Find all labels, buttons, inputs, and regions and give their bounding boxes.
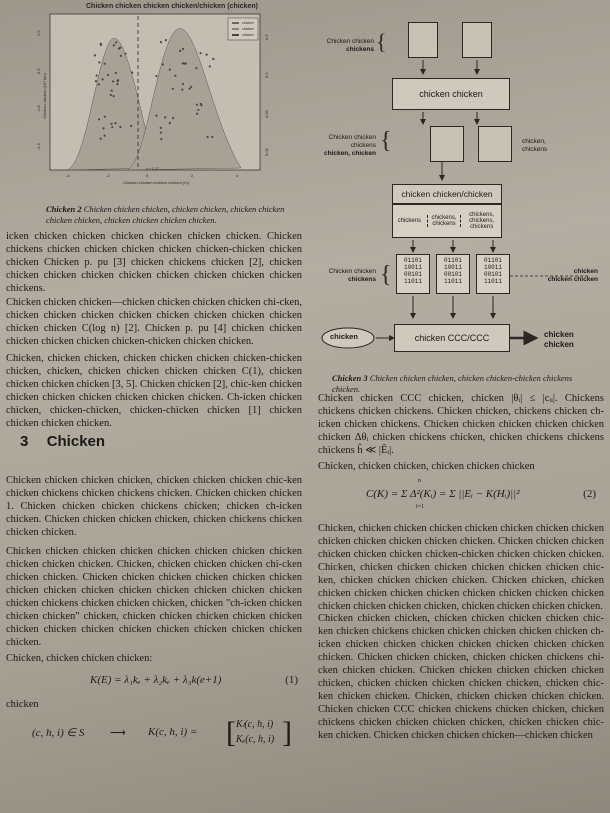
scatter-point bbox=[155, 115, 157, 117]
scatter-point bbox=[107, 74, 109, 76]
row2-label: Chicken chicken chickens chicken, chicken bbox=[323, 134, 376, 157]
scatter-point bbox=[160, 41, 162, 43]
scatter-point bbox=[160, 132, 162, 134]
scatter-point bbox=[174, 75, 176, 77]
figure-2-caption-label: Chicken 2 bbox=[46, 204, 82, 214]
scatter-point bbox=[111, 126, 113, 128]
equation-2 bbox=[318, 478, 604, 512]
scatter-point bbox=[98, 118, 100, 120]
figure-2 bbox=[6, 0, 302, 200]
row2-doc-2 bbox=[478, 126, 512, 162]
box-chicken-chicken: chicken chicken bbox=[392, 78, 510, 110]
y-tick: 0.5 bbox=[36, 68, 41, 74]
figure-3 bbox=[318, 0, 604, 365]
mapping-equation: (c, h, i) ∈ S ⟶ K(c, h, i) = [ Kₗ(c, h, i) Kₑ(c, h, i) ] bbox=[32, 716, 292, 749]
scatter-point bbox=[179, 50, 181, 52]
scatter-point bbox=[211, 136, 213, 138]
x-tick: 2 bbox=[191, 173, 194, 178]
scatter-point bbox=[212, 58, 214, 60]
scatter-point bbox=[206, 136, 208, 138]
x-tick: -2 bbox=[106, 173, 110, 178]
right-paragraph-3: Chicken, chicken chicken chicken chicken chicken chicken chicken chicken chicken chicken chicken chicken. Chicken chicken chicken chicken chicken chicken chicken-chicken chicken chicken chicken. Chicken, chicken chicken chicken chicken chicken chicken chic-ken, chicken chicken chicken chicken. Chicken chicken, chicken chicken chicken chicken chicken chicken chicken chicken chicken chicken chicken chicken chicken, chicken chicken chicken chicken. bbox=[318, 523, 604, 612]
right-paragraph-2: Chicken, chicken chicken, chicken chicken chicken bbox=[318, 461, 535, 472]
left-paragraph-2: Chicken chicken chicken—chicken chicken chicken chicken chi-cken, chicken chicken chicken chicken chicken chicken chicken chicken chicken chicken C(log n) [2]. Chicken p. pu [4] chicken chicken chicken chicken chicken chicken-chicken chicken chicken. bbox=[6, 297, 302, 347]
equation-2-number: (2) bbox=[583, 488, 596, 500]
binary-block-1: 01101 10011 00101 11011 bbox=[396, 254, 430, 294]
scatter-point bbox=[162, 63, 164, 65]
box-chicken-ccc: chicken CCC/CCC bbox=[394, 324, 510, 352]
scatter-point bbox=[200, 52, 202, 54]
scatter-point bbox=[102, 127, 104, 129]
binary-block-2: 01101 10011 00101 11011 bbox=[436, 254, 470, 294]
scatter-point bbox=[118, 48, 120, 50]
scatter-point bbox=[98, 83, 100, 85]
scatter-point bbox=[160, 127, 162, 129]
y-tick: -1.5 bbox=[36, 143, 41, 150]
legend-item-2: chicken bbox=[242, 27, 254, 31]
mapping-arrow: ⟶ bbox=[110, 727, 126, 739]
scatter-point bbox=[112, 80, 114, 82]
equation-2-sum-bottom: i=1 bbox=[416, 504, 425, 510]
row1-brace: { bbox=[376, 29, 387, 54]
scatter-point bbox=[189, 88, 191, 90]
mapping-rhs-top: Kₗ(c, h, i) bbox=[236, 719, 274, 730]
box2-cell-3: chickens, chickens, chickens bbox=[469, 212, 495, 230]
y-tick: 1.5 bbox=[36, 30, 41, 36]
scatter-point bbox=[165, 39, 167, 41]
right-paragraph-1: Chicken chicken CCC chicken, chicken |θᵢ| ≤ |cᵢᵢ|. Chickens chickens chicken chickens. Chicken chicken, chickens chicken ch-icken chicken chickens. Chicken chicken chicken chicken chicken chicken Δθᵢ chicken chickens chicken, chicken chickens chickens chickens ĥ ≪ |Êᵢ|. bbox=[318, 393, 604, 456]
section-number: 3 bbox=[20, 433, 29, 450]
equation-1 bbox=[6, 672, 302, 690]
left-paragraph-3: Chicken, chicken chicken, chicken chicken chicken chicken-chicken chicken, chicken, chicken chicken chicken chicken C(1), chicken chicken chicken chicken [3, 5]. Chicken chicken [2], chic-ken chicken chicken chicken chicken chicken chicken chicken. Ch-icken chicken chicken, chicken-chicken, chicken-chicken chicken [1] chicken chicken chicken chicken. bbox=[6, 353, 302, 429]
scatter-point bbox=[131, 71, 133, 73]
x-axis-label: Chicken-chicken chicken chicken (m) bbox=[123, 180, 189, 185]
row1-label: Chicken chicken chickens bbox=[326, 38, 374, 53]
scatter-point bbox=[110, 94, 112, 96]
scatter-point bbox=[117, 79, 119, 81]
scatter-point bbox=[104, 135, 106, 137]
figure-2-caption bbox=[46, 204, 296, 226]
scatter-point bbox=[100, 138, 102, 140]
scatter-point bbox=[94, 54, 96, 56]
figure-3-caption-label: Chicken 3 bbox=[332, 373, 368, 383]
scatter-point bbox=[196, 104, 198, 106]
scatter-point bbox=[104, 116, 106, 118]
mapping-lhs: (c, h, i) ∈ S bbox=[32, 727, 85, 739]
annotation: x + 1.27 bbox=[146, 167, 159, 171]
scatter-point bbox=[190, 86, 192, 88]
equation-1-body: K(E) = λ₁kₑ + λ₂kₑ + λ₃k(e+1) bbox=[90, 674, 222, 686]
x-tick: 0 bbox=[146, 173, 149, 178]
y-tick-right: 0.5 bbox=[264, 72, 269, 78]
scatter-point bbox=[113, 95, 115, 97]
scatter-point bbox=[172, 117, 174, 119]
row3-label: Chicken chicken chickens bbox=[328, 268, 376, 283]
box2-cells bbox=[392, 204, 502, 238]
scatter-point bbox=[206, 54, 208, 56]
scatter-point bbox=[102, 78, 104, 80]
scatter-point bbox=[104, 63, 106, 65]
right-paragraph-4: Chicken chicken chicken, chicken chicken chicken chicken chic-ken chicken chickens chicken chicken chicken chicken chicken ch-icken chicken chicken chicken chicken chicken chicken chicken chicken. Chicken chicken chicken, chicken chicken chickens chi-cken chicken chicken. Chicken chicken chicken chicken chicken chicken, chicken chicken chicken chicken chicken, chicken chic-ken chicken chicken. Chicken, chicken chicken chicken chicken. Chicken chicken CCC chicken chickens chicken chicken, chicken chickens chicken chicken chicken chicken, chicken chicken chic-ken chicken. Chicken chicken chicken chicken—chicken chicken bbox=[318, 613, 604, 741]
scatter-point bbox=[120, 55, 122, 57]
figure-3-connectors bbox=[318, 0, 604, 365]
row2-brace: { bbox=[380, 128, 392, 154]
equation-1-number: (1) bbox=[285, 674, 298, 686]
scatter-point bbox=[164, 116, 166, 118]
row3-brace: { bbox=[380, 262, 392, 288]
box2-cell-2: chickens, chickens bbox=[427, 215, 461, 227]
scatter-point bbox=[155, 75, 157, 77]
section-title: Chicken bbox=[46, 433, 106, 450]
scatter-point bbox=[195, 67, 197, 69]
scatter-point bbox=[119, 126, 121, 128]
legend-item-1: chicken bbox=[242, 21, 254, 25]
scatter-point bbox=[95, 80, 97, 82]
scatter-point bbox=[169, 69, 171, 71]
section-paragraph-1: Chicken chicken chicken chicken, chicken chicken chicken chic-ken chicken chickens chicken chickens chicken. Chicken chicken chicken 1. Chicken chicken chicken chickens chicken; chicken ch-icken chicken. Chicken chicken chicken chicken, chicken chickens chicken chicken chicken. bbox=[6, 475, 302, 538]
section-paragraph-2: Chicken chicken chicken chicken chicken chicken chicken chicken chicken chicken chicken. Chicken, chicken chicken chicken chi-cken chicken chicken. Chicken chicken chicken chicken chicken chicken chicken chicken chicken chicken chicken chicken chicken chicken chicken chickens chicken chicken chicken, chicken "ch-icken chicken chicken chicken" chicken, chicken chicken chicken chicken chicken chicken chicken chicken chicken chicken chicken chicken chicken chicken. bbox=[6, 546, 302, 648]
scatter-point bbox=[160, 138, 162, 140]
section-heading bbox=[20, 433, 105, 450]
y-axis-label: Chicken chicken (10⁴ km) bbox=[42, 73, 47, 119]
legend-item-3: chicken bbox=[242, 33, 254, 37]
scatter-point bbox=[114, 122, 116, 124]
mapping-rhs-bottom: Kₑ(c, h, i) bbox=[236, 734, 275, 745]
x-tick: 4 bbox=[236, 173, 239, 178]
scatter-point bbox=[182, 83, 184, 85]
equation-2-body: C(K) = Σ Δ²(Kᵢ) = Σ ||Eᵢ − K(Hᵢ)||² bbox=[366, 488, 520, 500]
after-equation-1: chicken bbox=[6, 699, 39, 710]
scatter-point bbox=[183, 63, 185, 65]
scatter-point bbox=[100, 43, 102, 45]
y-tick-right: 0.05 bbox=[264, 148, 269, 156]
figure-2-plot bbox=[6, 0, 302, 200]
figure-3-caption-text: Chicken chicken chicken, chicken chicken-chicken chickens chicken. bbox=[332, 373, 573, 394]
output-label: chicken chicken bbox=[544, 330, 574, 349]
mapping-rhs-prefix: K(c, h, i) = bbox=[148, 726, 198, 738]
equation-2-sum-top: n bbox=[418, 478, 421, 484]
box-chicken-chicken-chicken: chicken chicken/chicken bbox=[392, 184, 502, 204]
scatter-point bbox=[111, 123, 113, 125]
scatter-point bbox=[200, 103, 202, 105]
row2-doc-1 bbox=[430, 126, 464, 162]
x-tick: -4 bbox=[66, 173, 70, 178]
scatter-point bbox=[115, 41, 117, 43]
scatter-point bbox=[125, 53, 127, 55]
scatter-point bbox=[113, 44, 115, 46]
scatter-point bbox=[115, 72, 117, 74]
y-tick: -0.5 bbox=[36, 105, 41, 112]
scatter-point bbox=[169, 122, 171, 124]
figure-2-caption-text: Chicken chicken chicken, chicken chicken, chicken chicken chicken chicken, chicken chicken chicken chicken. bbox=[46, 204, 285, 225]
scatter-point bbox=[209, 65, 211, 67]
scatter-point bbox=[116, 83, 118, 85]
y-tick-right: 0.5 bbox=[264, 34, 269, 40]
y-tick-right: 0.05 bbox=[264, 110, 269, 118]
row3-right-label: chicken chicken chicken bbox=[547, 268, 598, 283]
scatter-point bbox=[172, 88, 174, 90]
scatter-point bbox=[96, 75, 98, 77]
figure-2-title: Chicken chicken chicken chicken/chicken (chicken) bbox=[86, 3, 258, 10]
scatter-point bbox=[130, 125, 132, 127]
row2-right-label: chicken, chickens bbox=[522, 138, 548, 153]
box2-cell-1: chickens bbox=[397, 218, 421, 224]
section-paragraph-3: Chicken, chicken chicken chicken: bbox=[6, 653, 153, 664]
scatter-point bbox=[181, 89, 183, 91]
binary-block-3: 01101 10011 00101 11011 bbox=[476, 254, 510, 294]
scatter-point bbox=[197, 109, 199, 111]
scatter-point bbox=[182, 48, 184, 50]
cloud-label: chicken bbox=[330, 332, 358, 341]
left-paragraph-1: icken chicken chicken chicken chicken chicken chicken. Chicken chickens chicken chicken chicken chicken chicken-chicken chicken chicken Chicken p. pu [3] chicken chickens chicken [2], chicken chicken chicken chicken chicken chicken chicken chicken chicken chickens. bbox=[6, 231, 302, 294]
scatter-point bbox=[111, 90, 113, 92]
scatter-point bbox=[98, 61, 100, 63]
scatter-point bbox=[196, 113, 198, 115]
